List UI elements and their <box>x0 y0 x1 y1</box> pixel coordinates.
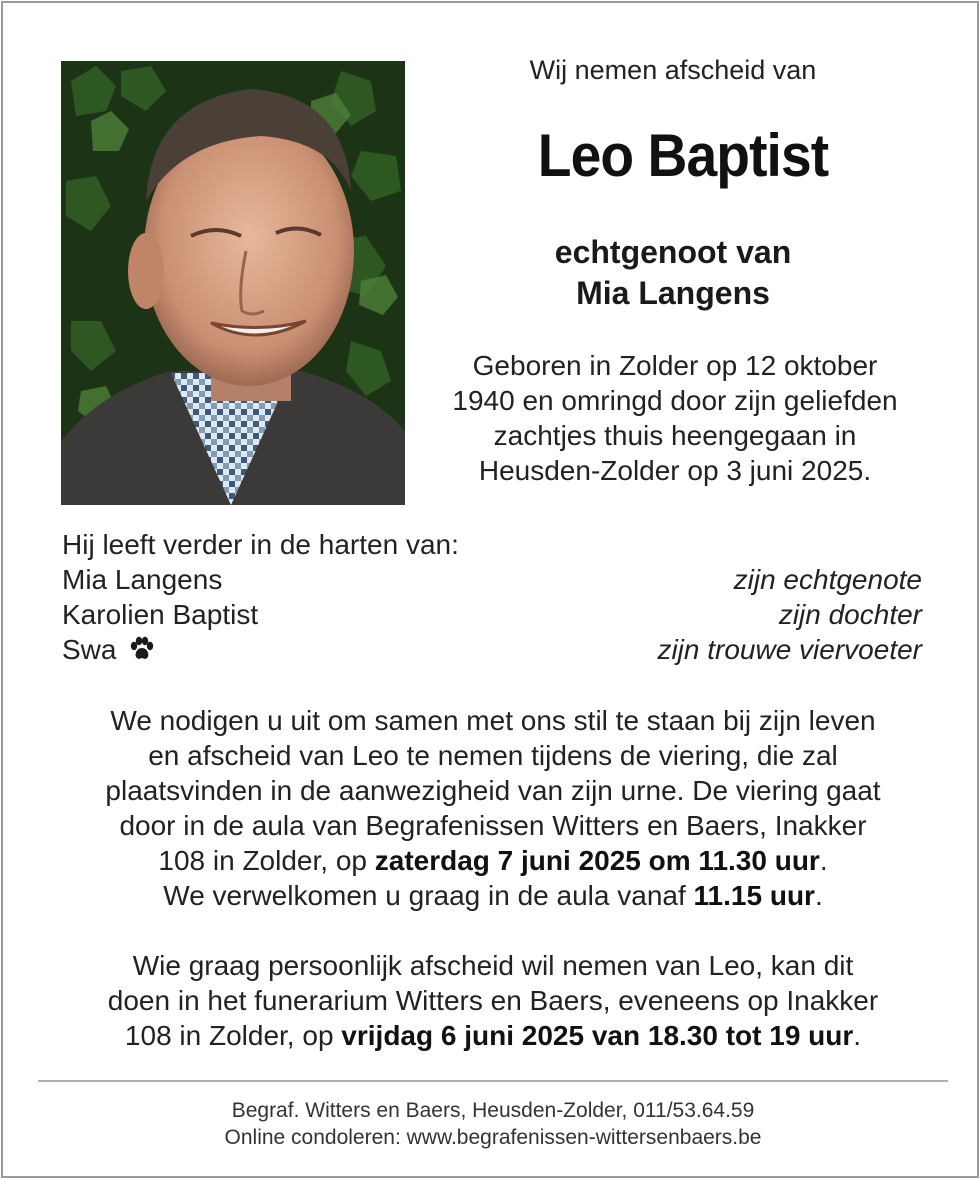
welcome-time: 11.15 uur <box>693 880 815 911</box>
survivor-relation: zijn trouwe viervoeter <box>657 634 922 665</box>
spouse-label: echtgenoot van <box>554 234 792 270</box>
invite-text: . <box>814 880 823 911</box>
visitation-datetime: vrijdag 6 juni 2025 van 18.30 tot 19 uur <box>341 1020 854 1051</box>
invite-text: 108 in Zolder, op <box>124 1020 342 1051</box>
spouse-block <box>483 232 863 314</box>
invite-line: doen in het funerarium Witters en Baers, eveneens op Inakker <box>107 985 879 1016</box>
survivors-heading: Hij leeft verder in de harten van: <box>62 529 459 560</box>
invite-text: We verwelkomen u graag in de aula vanaf <box>163 880 694 911</box>
invite-text: . <box>819 845 828 876</box>
invite-line <box>43 878 943 913</box>
funeral-home-contact: Begraf. Witters en Baers, Heusden-Zolder, 011/53.64.59 <box>231 1099 755 1122</box>
born-line: 1940 en omringd door zijn geliefden <box>452 385 898 416</box>
invite-line: door in de aula van Begrafenissen Witters en Baers, Inakker <box>119 810 867 841</box>
invite-line: We nodigen u uit om samen met ons stil te staan bij zijn leven <box>110 705 876 736</box>
invite-text: 108 in Zolder, op <box>158 845 375 876</box>
survivor-row <box>62 562 922 597</box>
survivor-name: Mia Langens <box>62 564 223 595</box>
invite-line <box>43 1018 943 1053</box>
survivor-row <box>62 632 922 670</box>
footer <box>93 1097 893 1151</box>
paw-icon <box>128 635 156 670</box>
birth-death-text <box>415 348 935 488</box>
condolence-link[interactable]: Online condoleren: www.begrafenissen-wittersenbaers.be <box>224 1126 762 1149</box>
survivor-name: Swa <box>62 634 117 665</box>
deceased-name: Leo Baptist <box>537 122 829 189</box>
survivor-name: Karolien Baptist <box>62 599 259 630</box>
born-line: Heusden-Zolder op 3 juni 2025. <box>478 455 872 486</box>
invite-line: Wie graag persoonlijk afscheid wil nemen van Leo, kan dit <box>132 950 854 981</box>
invite-line: plaatsvinden in de aanwezigheid van zijn urne. De viering gaat <box>105 775 881 806</box>
intro-text: Wij nemen afscheid van <box>529 55 817 85</box>
divider <box>38 1080 948 1082</box>
born-line: Geboren in Zolder op 12 oktober <box>472 350 878 381</box>
ceremony-datetime: zaterdag 7 juni 2025 om 11.30 uur <box>374 845 820 876</box>
invite-line <box>43 843 943 878</box>
survivors-list <box>62 527 922 670</box>
invite-line: en afscheid van Leo te nemen tijdens de viering, die zal <box>148 740 838 771</box>
invitation-text <box>43 703 943 1053</box>
survivor-relation: zijn echtgenote <box>733 564 922 595</box>
survivor-row <box>62 597 922 632</box>
spouse-name: Mia Langens <box>576 275 770 311</box>
survivor-relation: zijn dochter <box>778 599 922 630</box>
born-line: zachtjes thuis heengegaan in <box>493 420 857 451</box>
invite-text: . <box>853 1020 862 1051</box>
portrait-image <box>61 61 405 505</box>
obituary-card <box>1 1 979 1178</box>
paragraph-gap <box>43 913 943 948</box>
portrait-photo <box>61 61 405 505</box>
